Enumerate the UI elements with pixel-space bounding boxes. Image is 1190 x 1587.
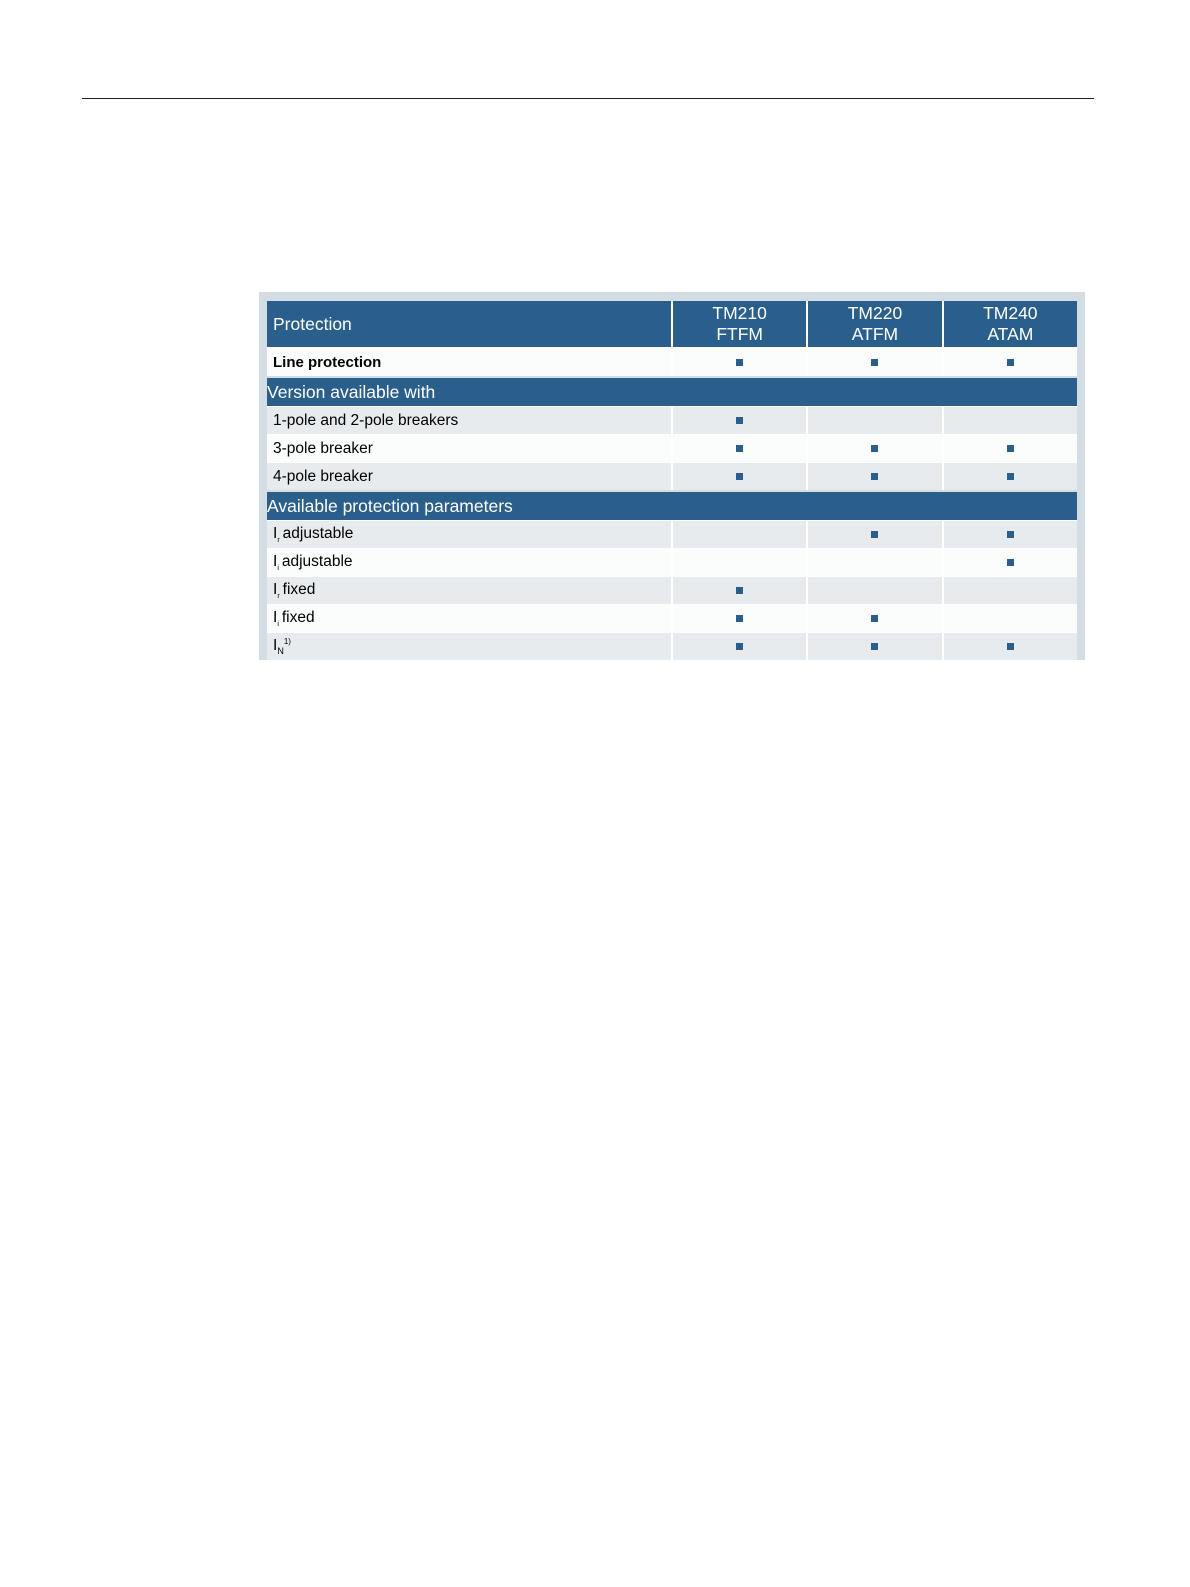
square-bullet-icon <box>1007 473 1014 480</box>
row-label: 3-pole breaker <box>267 434 671 462</box>
table-row <box>267 520 1077 548</box>
header-tm220 <box>806 301 941 347</box>
square-bullet-icon <box>736 359 743 366</box>
mark-cell <box>942 406 1077 434</box>
symbol: I <box>273 553 278 570</box>
mark-cell <box>806 462 941 490</box>
mark-cell <box>942 576 1077 604</box>
square-bullet-icon <box>736 643 743 650</box>
mark-cell <box>942 632 1077 660</box>
mark-cell <box>942 462 1077 490</box>
table-row <box>267 347 1077 376</box>
square-bullet-icon <box>1007 445 1014 452</box>
section-row-version <box>267 376 1077 406</box>
square-bullet-icon <box>1007 559 1014 566</box>
table-row <box>267 434 1077 462</box>
section-title: Version available with <box>267 376 1077 406</box>
table-row <box>267 462 1077 490</box>
square-bullet-icon <box>871 359 878 366</box>
table-header-row <box>267 301 1077 347</box>
symbol-sub: i <box>277 565 279 572</box>
mark-cell <box>671 576 806 604</box>
square-bullet-icon <box>871 643 878 650</box>
mark-cell <box>806 406 941 434</box>
mark-cell <box>942 520 1077 548</box>
header-tm240 <box>942 301 1077 347</box>
model-name: TM220 <box>847 303 903 323</box>
mark-cell <box>806 604 941 632</box>
row-label: Line protection <box>267 347 671 376</box>
header-rule <box>82 98 1094 99</box>
table-row <box>267 604 1077 632</box>
model-variant: ATFM <box>851 324 899 344</box>
mark-cell <box>806 576 941 604</box>
square-bullet-icon <box>871 445 878 452</box>
model-name: TM240 <box>983 303 1038 323</box>
square-bullet-icon <box>736 445 743 452</box>
mark-cell <box>942 548 1077 576</box>
square-bullet-icon <box>736 587 743 594</box>
mark-cell <box>942 434 1077 462</box>
mark-cell <box>942 347 1077 376</box>
row-label <box>267 520 671 548</box>
protection-table <box>267 301 1077 660</box>
square-bullet-icon <box>1007 359 1014 366</box>
table-row <box>267 632 1077 660</box>
section-title: Available protection parameters <box>267 490 1077 520</box>
mark-cell <box>671 548 806 576</box>
table-row <box>267 576 1077 604</box>
header-protection: Protection <box>267 301 671 347</box>
mark-cell <box>671 347 806 376</box>
protection-table-frame <box>259 292 1085 660</box>
mark-cell <box>671 632 806 660</box>
symbol-sub: i <box>277 621 279 628</box>
square-bullet-icon <box>871 615 878 622</box>
row-label-text: adjustable <box>281 553 353 570</box>
symbol: I <box>273 581 278 598</box>
table-row <box>267 548 1077 576</box>
square-bullet-icon <box>871 531 878 538</box>
symbol-sub: N <box>277 646 284 656</box>
row-label <box>267 548 671 576</box>
row-label <box>267 604 671 632</box>
row-label: 1-pole and 2-pole breakers <box>267 406 671 434</box>
model-variant: FTFM <box>716 324 763 344</box>
row-label <box>267 632 671 660</box>
mark-cell <box>671 604 806 632</box>
square-bullet-icon <box>871 473 878 480</box>
mark-cell <box>671 520 806 548</box>
mark-cell <box>806 632 941 660</box>
footnote-ref: 1) <box>283 637 291 646</box>
mark-cell <box>806 434 941 462</box>
table-row <box>267 406 1077 434</box>
symbol: I <box>273 637 278 654</box>
symbol-sub: r <box>277 537 280 544</box>
model-variant: ATAM <box>987 324 1034 344</box>
mark-cell <box>671 462 806 490</box>
mark-cell <box>806 548 941 576</box>
row-label-text: fixed <box>281 609 315 626</box>
mark-cell <box>671 406 806 434</box>
square-bullet-icon <box>736 417 743 424</box>
square-bullet-icon <box>736 473 743 480</box>
model-name: TM210 <box>712 303 767 323</box>
row-label-text: fixed <box>282 581 316 598</box>
square-bullet-icon <box>1007 643 1014 650</box>
symbol: I <box>273 609 278 626</box>
header-tm210 <box>671 301 806 347</box>
row-label: 4-pole breaker <box>267 462 671 490</box>
section-row-parameters <box>267 490 1077 520</box>
symbol: I <box>273 525 278 542</box>
mark-cell <box>806 520 941 548</box>
symbol-sub: r <box>277 593 280 600</box>
row-label-text: adjustable <box>282 525 354 542</box>
square-bullet-icon <box>1007 531 1014 538</box>
row-label <box>267 576 671 604</box>
mark-cell <box>806 347 941 376</box>
mark-cell <box>671 434 806 462</box>
square-bullet-icon <box>736 615 743 622</box>
mark-cell <box>942 604 1077 632</box>
